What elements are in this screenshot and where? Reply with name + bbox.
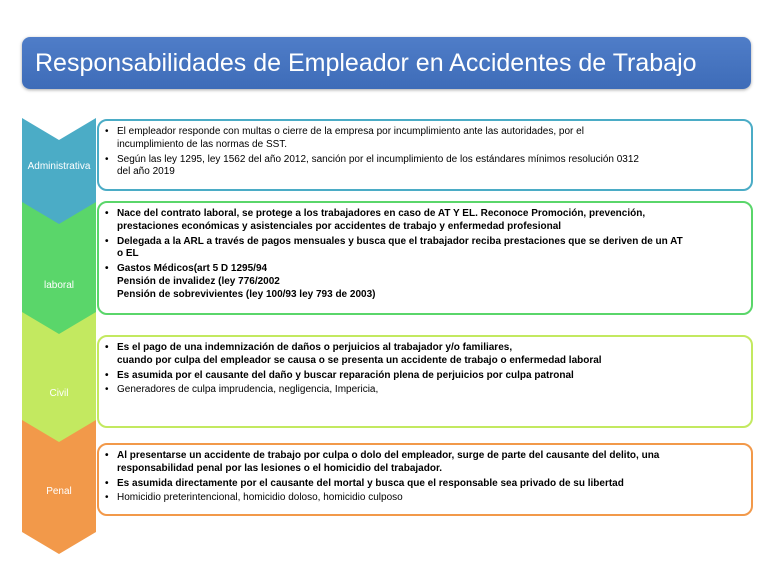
bullet-line: prestaciones económicas y asistenciales por accidentes de trabajo y enfermedad profesional [117, 220, 562, 232]
bullet-list [105, 450, 743, 505]
bullet-list [105, 208, 743, 302]
bullet-item [105, 126, 743, 152]
bullet-list [105, 126, 743, 179]
bullet-item [105, 370, 743, 383]
bullet-line: • Gastos Médicos(art 5 D 1295/94 [117, 263, 268, 275]
bullet-line: • Al presentarse un accidente de trabajo por culpa o dolo del empleador, surge de parte del causante del delito, una [117, 450, 660, 461]
bullet-item [105, 263, 743, 301]
bullet-line: • Generadores de culpa imprudencia, negligencia, Impericia, [117, 384, 379, 396]
bullet-line: responsabilidad penal por las lesiones o el homicidio del trabajador. [117, 462, 443, 474]
bullet-line: Pensión de sobrevivientes (ley 100/93 ley 793 de 2003) [117, 288, 376, 300]
section-label-laboral: laboral [43, 280, 75, 291]
bullet-line: • Nace del contrato laboral, se protege a los trabajadores en caso de AT Y EL. Reconoce Promoción, prevención, [117, 208, 646, 219]
bullet-item [105, 236, 743, 262]
bullet-line: • Según las ley 1295, ley 1562 del año 2012, sanción por el incumplimiento de los estándares mínimos resolución 0312 [117, 153, 639, 165]
bullet-item [105, 384, 743, 397]
bullet-item [105, 478, 743, 491]
section-box-administrativa [97, 119, 753, 191]
bullet-line: cuando por culpa del empleador se causa o se presenta un accidente de trabajo o enfermedad laboral [117, 354, 602, 366]
bullet-item [105, 450, 743, 476]
bullet-line: • Es asumida por el causante del daño y buscar reparación plena de perjuicios por culpa patronal [117, 369, 574, 381]
bullet-line: Pensión de invalidez (ley 776/2002 [117, 275, 280, 287]
chevron-penal [22, 420, 96, 554]
bullet-item [105, 208, 743, 234]
bullet-item [105, 492, 743, 505]
section-label-penal: Penal [46, 486, 72, 497]
section-box-penal [97, 443, 753, 516]
section-label-civil: Civil [49, 388, 69, 399]
bullet-line: del año 2019 [117, 166, 175, 178]
bullet-line: • El empleador responde con multas o cierre de la empresa por incumplimiento ante las autoridades, por el [117, 126, 584, 137]
bullet-line: o EL [117, 248, 139, 260]
section-box-laboral [97, 201, 753, 315]
bullet-list [105, 342, 743, 397]
bullet-line: • Homicidio preterintencional, homicidio doloso, homicidio culposo [117, 492, 403, 504]
bullet-line: incumplimiento de las normas de SST. [117, 138, 288, 150]
page-title: Responsabilidades de Empleador en Accidentes de Trabajo [22, 37, 751, 89]
bullet-line: • Delegada a la ARL a través de pagos mensuales y busca que el trabajador reciba prestaciones que se deriven de un AT [117, 235, 683, 247]
section-label-administrativa: Administrativa [27, 161, 91, 172]
bullet-item [105, 342, 743, 368]
bullet-line: • Es el pago de una indemnización de daños o perjuicios al trabajador y/o familiares, [117, 342, 513, 353]
section-box-civil [97, 335, 753, 428]
bullet-item [105, 154, 743, 180]
bullet-line: • Es asumida directamente por el causante del mortal y busca que el responsable sea privado de su libertad [117, 477, 624, 489]
